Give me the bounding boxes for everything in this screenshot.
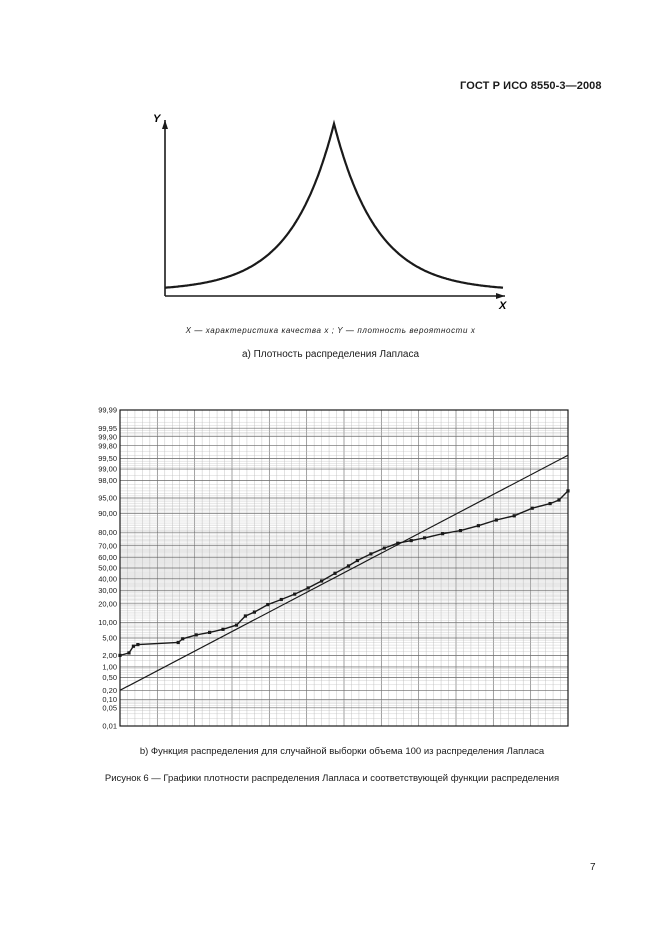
density-plot-caption: а) Плотность распределения Лапласа [241, 349, 420, 360]
sample-point [477, 524, 480, 527]
sample-point [307, 586, 310, 589]
sample-point [195, 633, 198, 636]
y-tick-label: 99,99 [98, 405, 117, 415]
sample-point [136, 643, 139, 646]
density-x-axis-label: X [499, 300, 507, 312]
sample-point [118, 654, 121, 657]
sample-point [208, 631, 211, 634]
y-tick-label: 99,00 [98, 464, 117, 474]
density-y-arrow-icon [162, 120, 168, 129]
sample-point [253, 611, 256, 614]
y-tick-label: 5,00 [102, 633, 117, 643]
figure-caption: Рисунок 6 — Графики плотности распределения Лапласа и соответствующей функции распределения [104, 773, 560, 784]
sample-point [459, 529, 462, 532]
y-tick-label: 90,00 [98, 509, 117, 519]
y-tick-label: 40,00 [98, 574, 117, 584]
sample-point [441, 532, 444, 535]
y-tick-label: 95,00 [98, 493, 117, 503]
sample-point [495, 518, 498, 521]
distribution-plot-caption: b) Функция распределения для случайной выборки объема 100 из распределения Лапласа [139, 746, 545, 757]
y-tick-label: 0,05 [102, 703, 117, 713]
y-tick-label: 30,00 [98, 585, 117, 595]
sample-point [369, 552, 372, 555]
reference-line [120, 455, 568, 690]
sample-point [423, 536, 426, 539]
y-tick-label: 99,50 [98, 454, 117, 464]
density-axes [162, 120, 505, 299]
sample-point [383, 547, 386, 550]
sample-point [356, 559, 359, 562]
sample-point [513, 514, 516, 517]
sample-point [266, 603, 269, 606]
sample-point [235, 624, 238, 627]
sample-point [181, 637, 184, 640]
density-x-arrow-icon [496, 293, 505, 299]
probability-plot-frame [120, 410, 568, 726]
y-tick-label: 98,00 [98, 476, 117, 486]
y-tick-label: 0,10 [102, 694, 117, 704]
density-y-axis-label: Y [153, 113, 161, 125]
y-tick-label: 0,01 [102, 721, 117, 731]
y-tick-label: 80,00 [98, 527, 117, 537]
sample-ecdf-line [120, 491, 568, 656]
sample-point [566, 489, 569, 492]
sample-point [549, 502, 552, 505]
y-tick-label: 10,00 [98, 618, 117, 628]
y-tick-label: 1,00 [102, 662, 117, 672]
y-tick-label: 0,50 [102, 673, 117, 683]
y-tick-label: 20,00 [98, 599, 117, 609]
sample-point [280, 598, 283, 601]
y-tick-label: 70,00 [98, 541, 117, 551]
sample-point [244, 614, 247, 617]
probability-y-ticks [98, 406, 117, 731]
sample-point [410, 539, 413, 542]
sample-point [557, 498, 560, 501]
sample-point [320, 579, 323, 582]
density-curve [165, 124, 503, 288]
standard-code-header: ГОСТ Р ИСО 8550-3—2008 [460, 80, 602, 92]
sample-point [333, 572, 336, 575]
sample-point [177, 641, 180, 644]
y-tick-label: 50,00 [98, 563, 117, 573]
sample-point [132, 645, 135, 648]
sample-point [396, 542, 399, 545]
y-tick-label: 60,00 [98, 552, 117, 562]
sample-point [127, 651, 130, 654]
sample-point [347, 564, 350, 567]
y-tick-label: 99,90 [98, 432, 117, 442]
density-axis-caption: X — характеристика качества x ; Y — плотность вероятности x [185, 326, 476, 335]
page-number: 7 [590, 862, 596, 873]
y-tick-label: 0,20 [102, 685, 117, 695]
sample-point [293, 593, 296, 596]
probability-series [118, 455, 569, 690]
y-tick-label: 99,95 [98, 423, 117, 433]
y-tick-label: 2,00 [102, 650, 117, 660]
y-tick-label: 99,80 [98, 441, 117, 451]
sample-point [221, 628, 224, 631]
sample-point [531, 507, 534, 510]
probability-grid [120, 410, 568, 726]
